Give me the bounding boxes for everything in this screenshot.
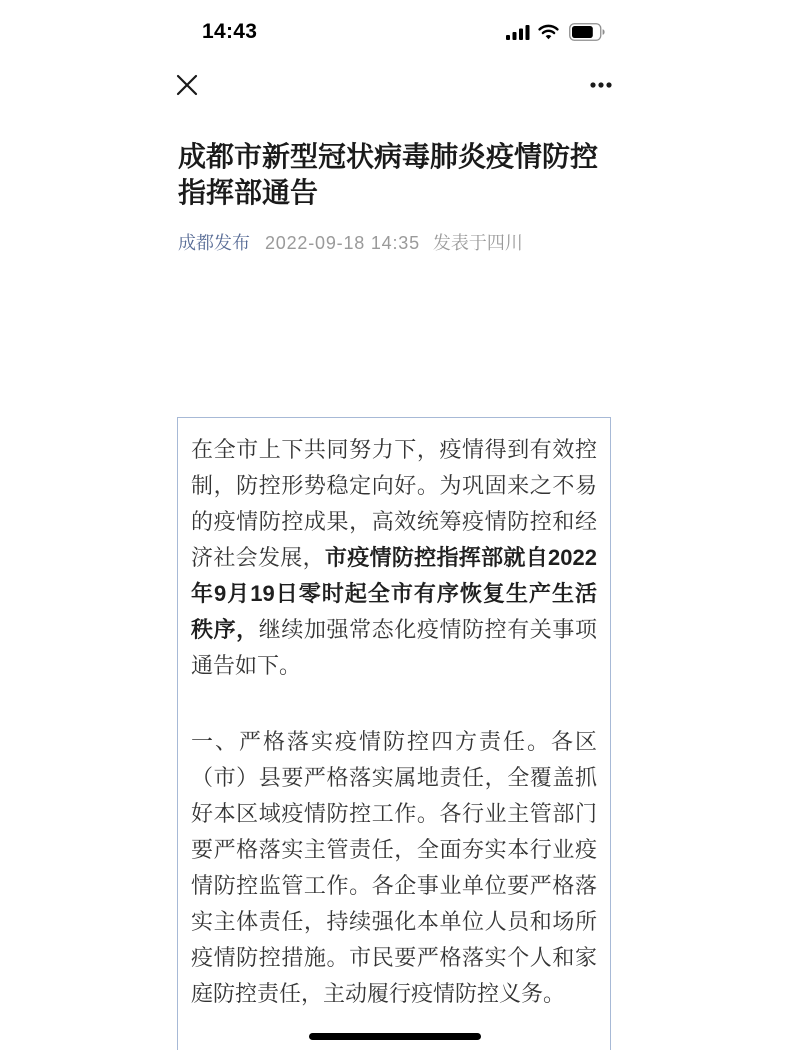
signal-bar	[513, 32, 517, 40]
article-meta	[178, 230, 610, 256]
signal-bar	[526, 25, 530, 40]
article-content-frame	[177, 417, 611, 1050]
paragraph-text: 在全市上下共同努力下，疫情得到有效控制，防控形势稳定向好。为巩固来之不易的疫情防控成果，高效统筹疫情防控和经济社会发展，	[191, 437, 597, 570]
paragraph-text: 一、严格落实疫情防控四方责任。各区（市）县要严格落实属地责任，全覆盖抓好本区域疫情防控工作。各行业主管部门要严格落实主管责任，全面夯实本行业疫情防控监管工作。各企事业单位要严格落实主体责任，持续强化本单位人员和场所疫情防控措施。市民要严格落实个人和家庭防控责任，主动履行疫情防控义务。	[191, 729, 597, 1006]
article-title: 成都市新型冠状病毒肺炎疫情防控指挥部通告	[178, 141, 599, 208]
signal-bar	[519, 29, 523, 41]
signal-bar	[506, 35, 510, 40]
close-icon[interactable]	[174, 72, 200, 98]
publish-location: 发表于四川	[432, 233, 523, 253]
paragraph-emphasis: 市疫情防控指挥部就自2022年9月19日零时起全市有序恢复生产生活秩序，	[191, 545, 597, 642]
wifi-icon	[538, 24, 559, 40]
paragraph-item-1	[191, 724, 597, 1012]
battery-fill	[572, 26, 593, 38]
paragraph-intro	[191, 432, 597, 684]
home-indicator[interactable]	[309, 1033, 481, 1040]
more-icon[interactable]	[587, 75, 617, 95]
paragraph-text: 继续加强常态化疫情防控有关事项通告如下。	[191, 617, 597, 678]
publish-datetime: 2022-09-18 14:35	[265, 233, 420, 253]
battery-icon	[569, 23, 606, 41]
status-time: 14:43	[202, 20, 258, 43]
cellular-signal-icon	[506, 25, 530, 40]
author-link[interactable]: 成都发布	[178, 233, 250, 253]
